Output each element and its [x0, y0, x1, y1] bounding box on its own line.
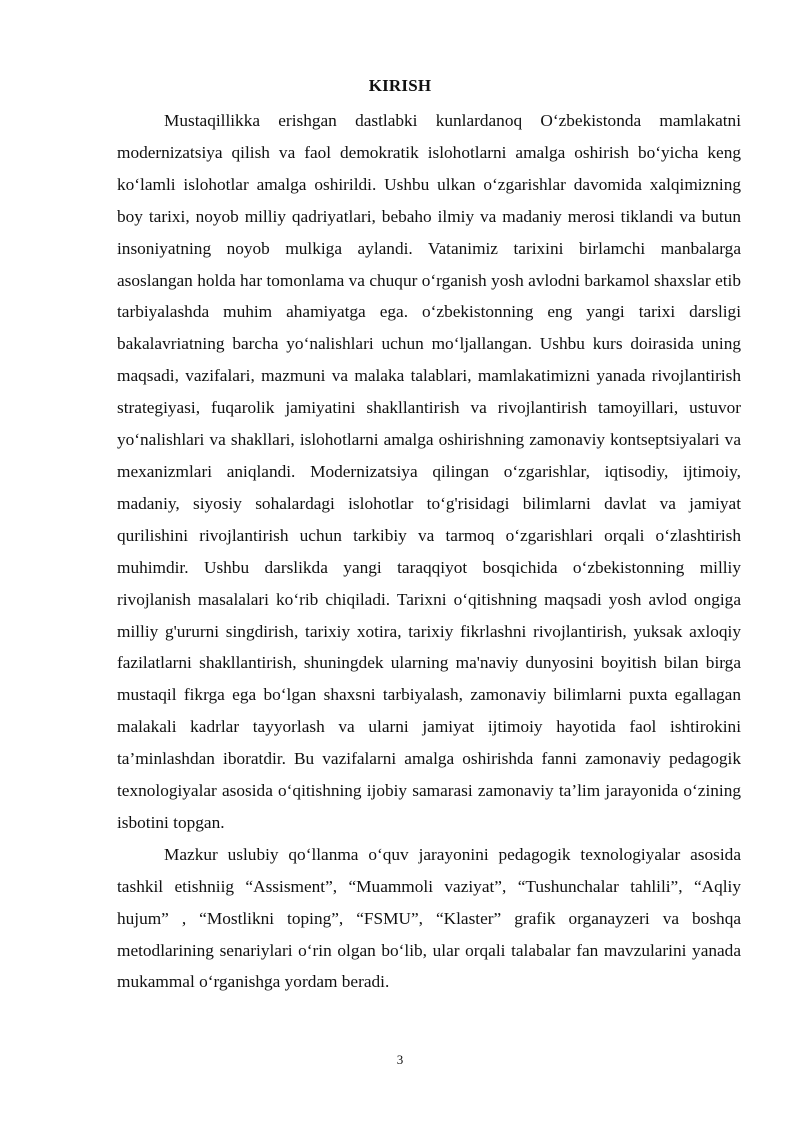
paragraph-intro: Mustaqillikka erishgan dastlabki kunlardanoq O‘zbekistonda mamlakatni modernizatsiya qilish va faol demokratik islohotlarni amalga oshirish bo‘yicha keng ko‘lamli islohotlar amalga oshirildi. Ushbu ulkan o‘zgarishlar davomida xalqimizning boy tarixi, noyob milliy qadriyatlari, bebaho ilmiy va madaniy merosi tiklandi va butun insoniyatning noyob mulkiga aylandi. Vatanimiz tarixini birlamchi manbalarga asoslangan holda har tomonlama va chuqur o‘rganish yosh avlodni barkamol shaxslar etib tarbiyalashda muhim ahamiyatga ega. o‘zbekistonning eng yangi tarixi darsligi bakalavriatning barcha yo‘nalishlari uchun mo‘ljallangan. Ushbu kurs doirasida uning maqsadi, vazifalari, mazmuni va malaka talablari, mamlakatimizni yanada rivojlantirish strategiyasi, fuqarolik jamiyatini shakllantirish va rivojlantirish tamoyillari, ustuvor yo‘nalishlari va shakllari, islohotlarni amalga oshirishning zamonaviy kontseptsiyalari va mexanizmlari aniqlandi. Modernizatsiya qilingan o‘zgarishlar, iqtisodiy, ijtimoiy, madaniy, siyosiy sohalardagi islohotlar to‘g'risidagi bilimlarni davlat va jamiyat qurilishini rivojlantirish uchun tarkibiy va tarmoq o‘zgarishlari orqali o‘zlashtirish muhimdir. Ushbu darslikda yangi taraqqiyot bosqichida o‘zbekistonning milliy rivojlanish masalalari ko‘rib chiqiladi. Tarixni o‘qitishning maqsadi yosh avlod ongiga milliy g'ururni singdirish, tarixiy xotira, tarixiy fikrlashni rivojlantirish, yuksak axloqiy fazilatlarni shakllantirish, shuningdek ularning ma'naviy dunyosini boyitish bilan birga mustaqil fikrga ega bo‘lgan shaxsni tarbiyalash, zamonaviy bilimlarni puxta egallagan malakali kadrlar tayyorlash va ularni jamiyat ijtimoiy hayotida faol ishtirokini ta’minlashdan iboratdir. Bu vazifalarni amalga oshirishda fanni zamonaviy pedagogik texnologiyalar asosida o‘qitishning ijobiy samarasi zamonaviy ta’lim jarayonida o‘zining isbotini topgan. [117, 111, 741, 832]
document-body [117, 105, 741, 998]
page-title: KIRISH [368, 76, 432, 95]
paragraph-methods: Mazkur uslubiy qo‘llanma o‘quv jarayonini pedagogik texnologiyalar asosida tashkil etishniig “Assisment”, “Muammoli vaziyat”, “Tushunchalar tahlili”, “Aqliy hujum” , “Mostlikni toping”, “FSMU”, “Klaster” grafik organayzeri va boshqa metodlarining senariylari o‘rin olgan bo‘lib, ular orqali talabalar fan mavzularini yanada mukammal o‘rganishga yordam beradi. [117, 844, 741, 992]
page-number: 3 [396, 1052, 404, 1067]
